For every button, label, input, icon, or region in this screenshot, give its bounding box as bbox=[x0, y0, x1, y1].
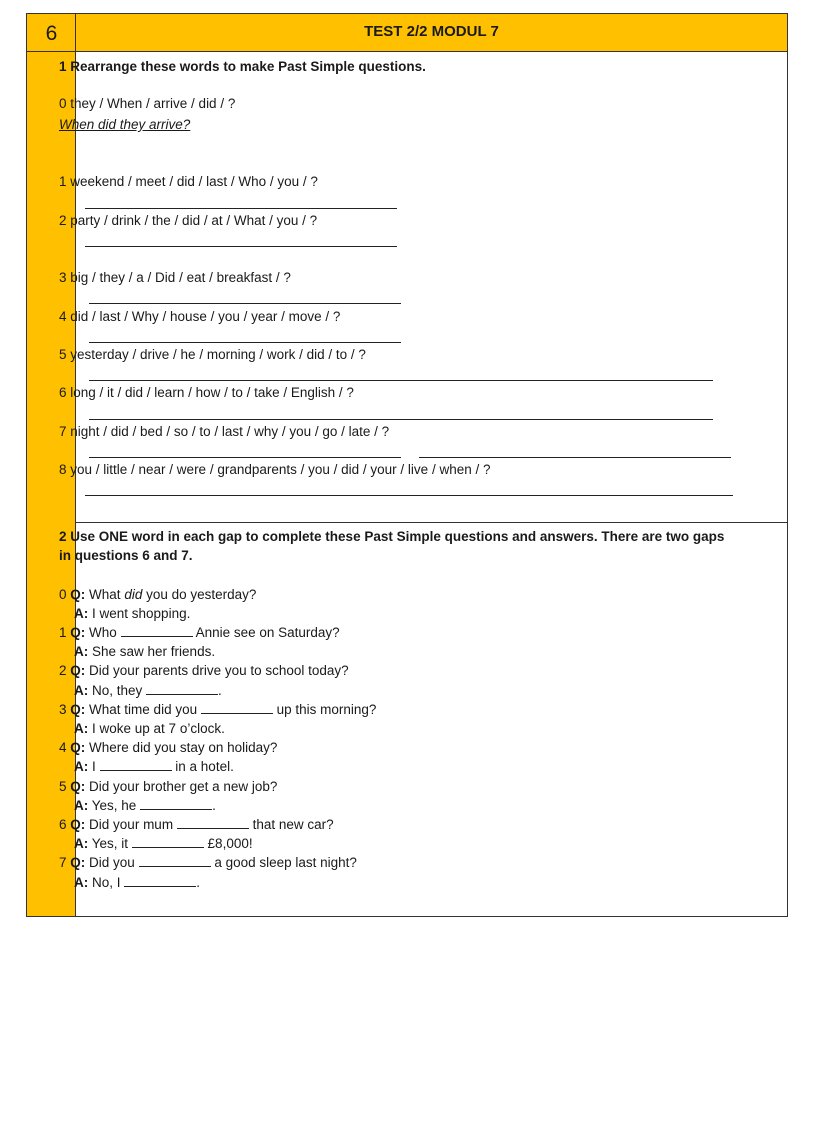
answer-line-8[interactable] bbox=[85, 495, 733, 496]
gap-blank[interactable] bbox=[139, 854, 211, 867]
gap-blank[interactable] bbox=[177, 816, 249, 829]
example-answer: When did they arrive? bbox=[59, 117, 191, 132]
rearrange-item-2: 2 party / drink / the / did / at / What / you / ? bbox=[59, 213, 318, 228]
rearrange-item-7: 7 night / did / bed / so / to / last / why / you / go / late / ? bbox=[59, 424, 390, 439]
qa-question: 3 Q: What time did you up this morning? bbox=[59, 702, 377, 717]
gap-blank[interactable] bbox=[100, 758, 172, 771]
rearrange-item-5: 5 yesterday / drive / he / morning / work / did / to / ? bbox=[59, 347, 366, 362]
answer-line-7b[interactable] bbox=[419, 457, 731, 458]
rearrange-item-8: 8 you / little / near / were / grandparents / you / did / your / live / when / ? bbox=[59, 462, 491, 477]
gap-blank[interactable] bbox=[132, 835, 204, 848]
rearrange-item-6: 6 long / it / did / learn / how / to / take / English / ? bbox=[59, 385, 354, 400]
sheet-number: 6 bbox=[27, 14, 76, 52]
qa-answer: A: Yes, it £8,000! bbox=[74, 836, 253, 851]
gap-blank[interactable] bbox=[146, 682, 218, 695]
qa-question: 0 Q: What did you do yesterday? bbox=[59, 587, 257, 602]
qa-question: 2 Q: Did your parents drive you to school today? bbox=[59, 663, 349, 678]
qa-answer: A: I in a hotel. bbox=[74, 759, 234, 774]
sheet-title: TEST 2/2 MODUL 7 bbox=[76, 14, 787, 52]
qa-question: 5 Q: Did your brother get a new job? bbox=[59, 779, 278, 794]
rearrange-item-3: 3 big / they / a / Did / eat / breakfast / ? bbox=[59, 270, 291, 285]
section2-instruction-line1: 2 Use ONE word in each gap to complete these Past Simple questions and answers. There are two gaps bbox=[59, 529, 725, 544]
answer-line-3[interactable] bbox=[89, 303, 401, 304]
qa-question: 7 Q: Did you a good sleep last night? bbox=[59, 855, 357, 870]
qa-answer: A: Yes, he . bbox=[74, 798, 216, 813]
answer-line-7a[interactable] bbox=[89, 457, 401, 458]
answer-line-6[interactable] bbox=[89, 419, 713, 420]
section-divider bbox=[76, 522, 787, 523]
answer-line-4[interactable] bbox=[89, 342, 401, 343]
qa-question: 6 Q: Did your mum that new car? bbox=[59, 817, 334, 832]
qa-question: 4 Q: Where did you stay on holiday? bbox=[59, 740, 278, 755]
qa-answer: A: No, I . bbox=[74, 875, 201, 890]
rearrange-item-4: 4 did / last / Why / house / you / year / move / ? bbox=[59, 309, 341, 324]
gap-blank[interactable] bbox=[140, 797, 212, 810]
qa-question: 1 Q: Who Annie see on Saturday? bbox=[59, 625, 340, 640]
answer-line-1[interactable] bbox=[85, 208, 397, 209]
qa-answer: A: She saw her friends. bbox=[74, 644, 216, 659]
section1-instruction: 1 Rearrange these words to make Past Simple questions. bbox=[59, 59, 426, 74]
section2-instruction-line2: in questions 6 and 7. bbox=[59, 548, 193, 563]
gap-blank[interactable] bbox=[201, 701, 273, 714]
example-prompt: 0 they / When / arrive / did / ? bbox=[59, 96, 236, 111]
qa-answer: A: No, they . bbox=[74, 683, 222, 698]
rearrange-item-1: 1 weekend / meet / did / last / Who / you / ? bbox=[59, 174, 318, 189]
qa-answer: A: I woke up at 7 o’clock. bbox=[74, 721, 225, 736]
answer-line-2[interactable] bbox=[85, 246, 397, 247]
answer-line-5[interactable] bbox=[89, 380, 713, 381]
gap-blank[interactable] bbox=[124, 874, 196, 887]
qa-answer: A: I went shopping. bbox=[74, 606, 191, 621]
gap-blank[interactable] bbox=[121, 624, 193, 637]
